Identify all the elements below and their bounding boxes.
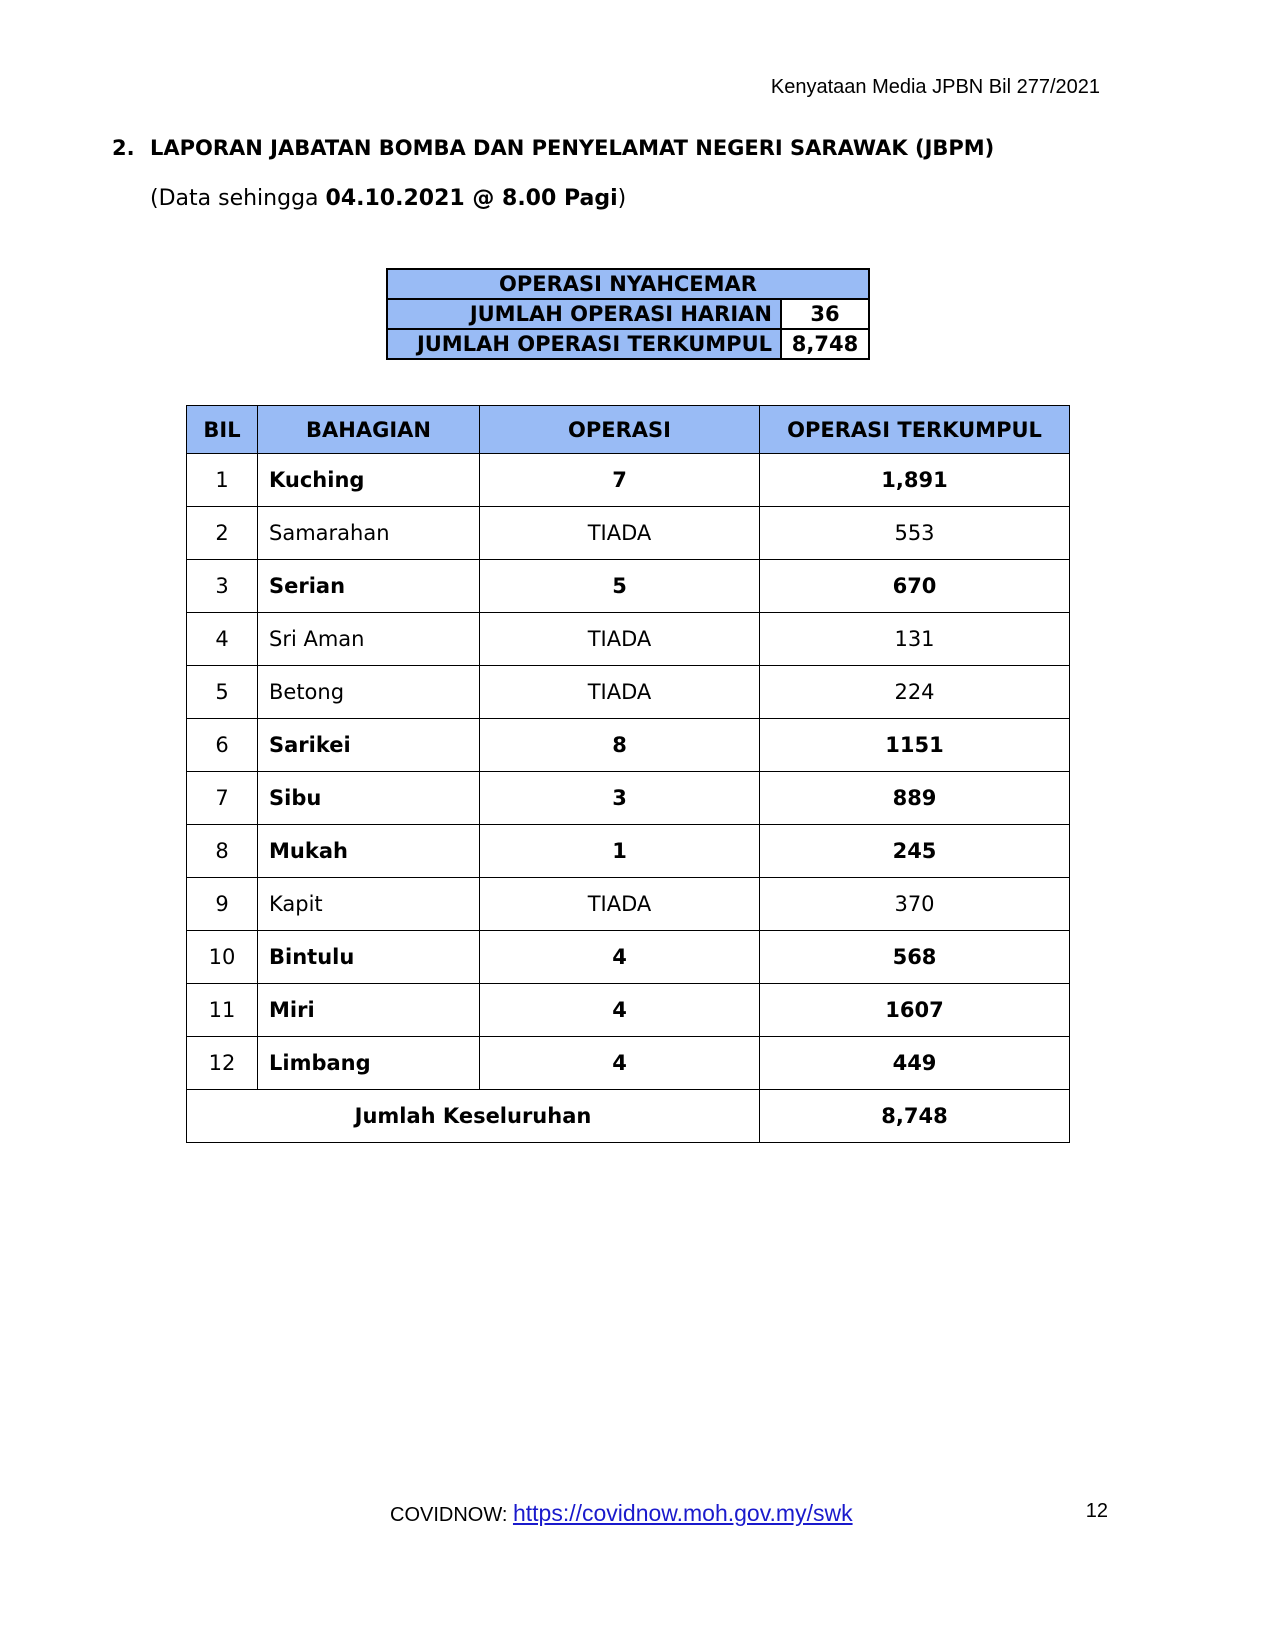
- row-terkumpul: 889: [760, 772, 1070, 825]
- document-reference: Kenyataan Media JPBN Bil 277/2021: [770, 76, 1100, 98]
- table-row: [187, 719, 1070, 772]
- row-operasi: TIADA: [480, 613, 760, 666]
- row-terkumpul: 131: [760, 613, 1070, 666]
- section-title: [112, 136, 994, 160]
- data-date-line: [150, 186, 626, 211]
- footer: [390, 1500, 853, 1527]
- row-terkumpul: 1151: [760, 719, 1070, 772]
- row-bahagian: Serian: [258, 560, 480, 613]
- table-body: [187, 454, 1070, 1090]
- row-bil: 11: [187, 984, 258, 1037]
- row-bahagian: Mukah: [258, 825, 480, 878]
- summary-table: [386, 268, 870, 360]
- row-bahagian: Limbang: [258, 1037, 480, 1090]
- row-operasi: TIADA: [480, 878, 760, 931]
- row-terkumpul: 1,891: [760, 454, 1070, 507]
- header-bahagian: BAHAGIAN: [258, 406, 480, 454]
- row-bil: 5: [187, 666, 258, 719]
- row-bahagian: Kapit: [258, 878, 480, 931]
- section-title-text: LAPORAN JABATAN BOMBA DAN PENYELAMAT NEGERI SARAWAK (JBPM): [150, 136, 995, 160]
- table-row: [187, 613, 1070, 666]
- row-bahagian: Sarikei: [258, 719, 480, 772]
- row-bil: 6: [187, 719, 258, 772]
- summary-cumulative-row: [387, 329, 869, 359]
- summary-cumulative-label: JUMLAH OPERASI TERKUMPUL: [387, 329, 781, 359]
- table-row: [187, 984, 1070, 1037]
- row-operasi: 1: [480, 825, 760, 878]
- row-bil: 10: [187, 931, 258, 984]
- footer-label: COVIDNOW:: [390, 1504, 513, 1526]
- subtitle-date: 04.10.2021 @ 8.00 Pagi: [325, 186, 618, 211]
- row-bil: 7: [187, 772, 258, 825]
- row-operasi: 5: [480, 560, 760, 613]
- subtitle-prefix: (Data sehingga: [150, 186, 326, 211]
- header-operasi-terkumpul: OPERASI TERKUMPUL: [760, 406, 1070, 454]
- summary-daily-value: 36: [781, 299, 869, 329]
- division-table: [186, 405, 1070, 1143]
- covidnow-link[interactable]: https://covidnow.moh.gov.my/swk: [512, 1500, 853, 1526]
- page-number: 12: [1085, 1500, 1108, 1522]
- row-operasi: 8: [480, 719, 760, 772]
- row-bil: 3: [187, 560, 258, 613]
- row-terkumpul: 1607: [760, 984, 1070, 1037]
- table-row: [187, 666, 1070, 719]
- row-bahagian: Sri Aman: [258, 613, 480, 666]
- table-row: [187, 507, 1070, 560]
- row-operasi: 4: [480, 1037, 760, 1090]
- total-value: 8,748: [760, 1090, 1070, 1143]
- header-bil: BIL: [187, 406, 258, 454]
- summary-cumulative-value: 8,748: [781, 329, 869, 359]
- section-number: 2.: [112, 136, 135, 160]
- table-row: [187, 825, 1070, 878]
- row-bil: 9: [187, 878, 258, 931]
- table-row: [187, 454, 1070, 507]
- table-total-row: [187, 1090, 1070, 1143]
- row-bil: 12: [187, 1037, 258, 1090]
- row-operasi: 4: [480, 931, 760, 984]
- row-operasi: 4: [480, 984, 760, 1037]
- table-row: [187, 878, 1070, 931]
- summary-title-row: [387, 269, 869, 299]
- table-row: [187, 931, 1070, 984]
- row-terkumpul: 370: [760, 878, 1070, 931]
- summary-title: OPERASI NYAHCEMAR: [387, 269, 869, 299]
- row-terkumpul: 245: [760, 825, 1070, 878]
- table-row: [187, 560, 1070, 613]
- table-header-row: [187, 406, 1070, 454]
- table-row: [187, 1037, 1070, 1090]
- row-bil: 2: [187, 507, 258, 560]
- row-terkumpul: 553: [760, 507, 1070, 560]
- row-bahagian: Bintulu: [258, 931, 480, 984]
- summary-daily-label: JUMLAH OPERASI HARIAN: [387, 299, 781, 329]
- table-row: [187, 772, 1070, 825]
- row-operasi: 3: [480, 772, 760, 825]
- summary-daily-row: [387, 299, 869, 329]
- row-bil: 4: [187, 613, 258, 666]
- row-bahagian: Betong: [258, 666, 480, 719]
- row-terkumpul: 449: [760, 1037, 1070, 1090]
- row-bil: 1: [187, 454, 258, 507]
- row-bahagian: Miri: [258, 984, 480, 1037]
- header-operasi: OPERASI: [480, 406, 760, 454]
- row-operasi: 7: [480, 454, 760, 507]
- subtitle-suffix: ): [617, 186, 627, 211]
- row-bahagian: Samarahan: [258, 507, 480, 560]
- row-bahagian: Kuching: [258, 454, 480, 507]
- row-operasi: TIADA: [480, 666, 760, 719]
- row-bahagian: Sibu: [258, 772, 480, 825]
- total-label: Jumlah Keseluruhan: [187, 1090, 760, 1143]
- row-terkumpul: 224: [760, 666, 1070, 719]
- row-operasi: TIADA: [480, 507, 760, 560]
- row-terkumpul: 568: [760, 931, 1070, 984]
- row-bil: 8: [187, 825, 258, 878]
- row-terkumpul: 670: [760, 560, 1070, 613]
